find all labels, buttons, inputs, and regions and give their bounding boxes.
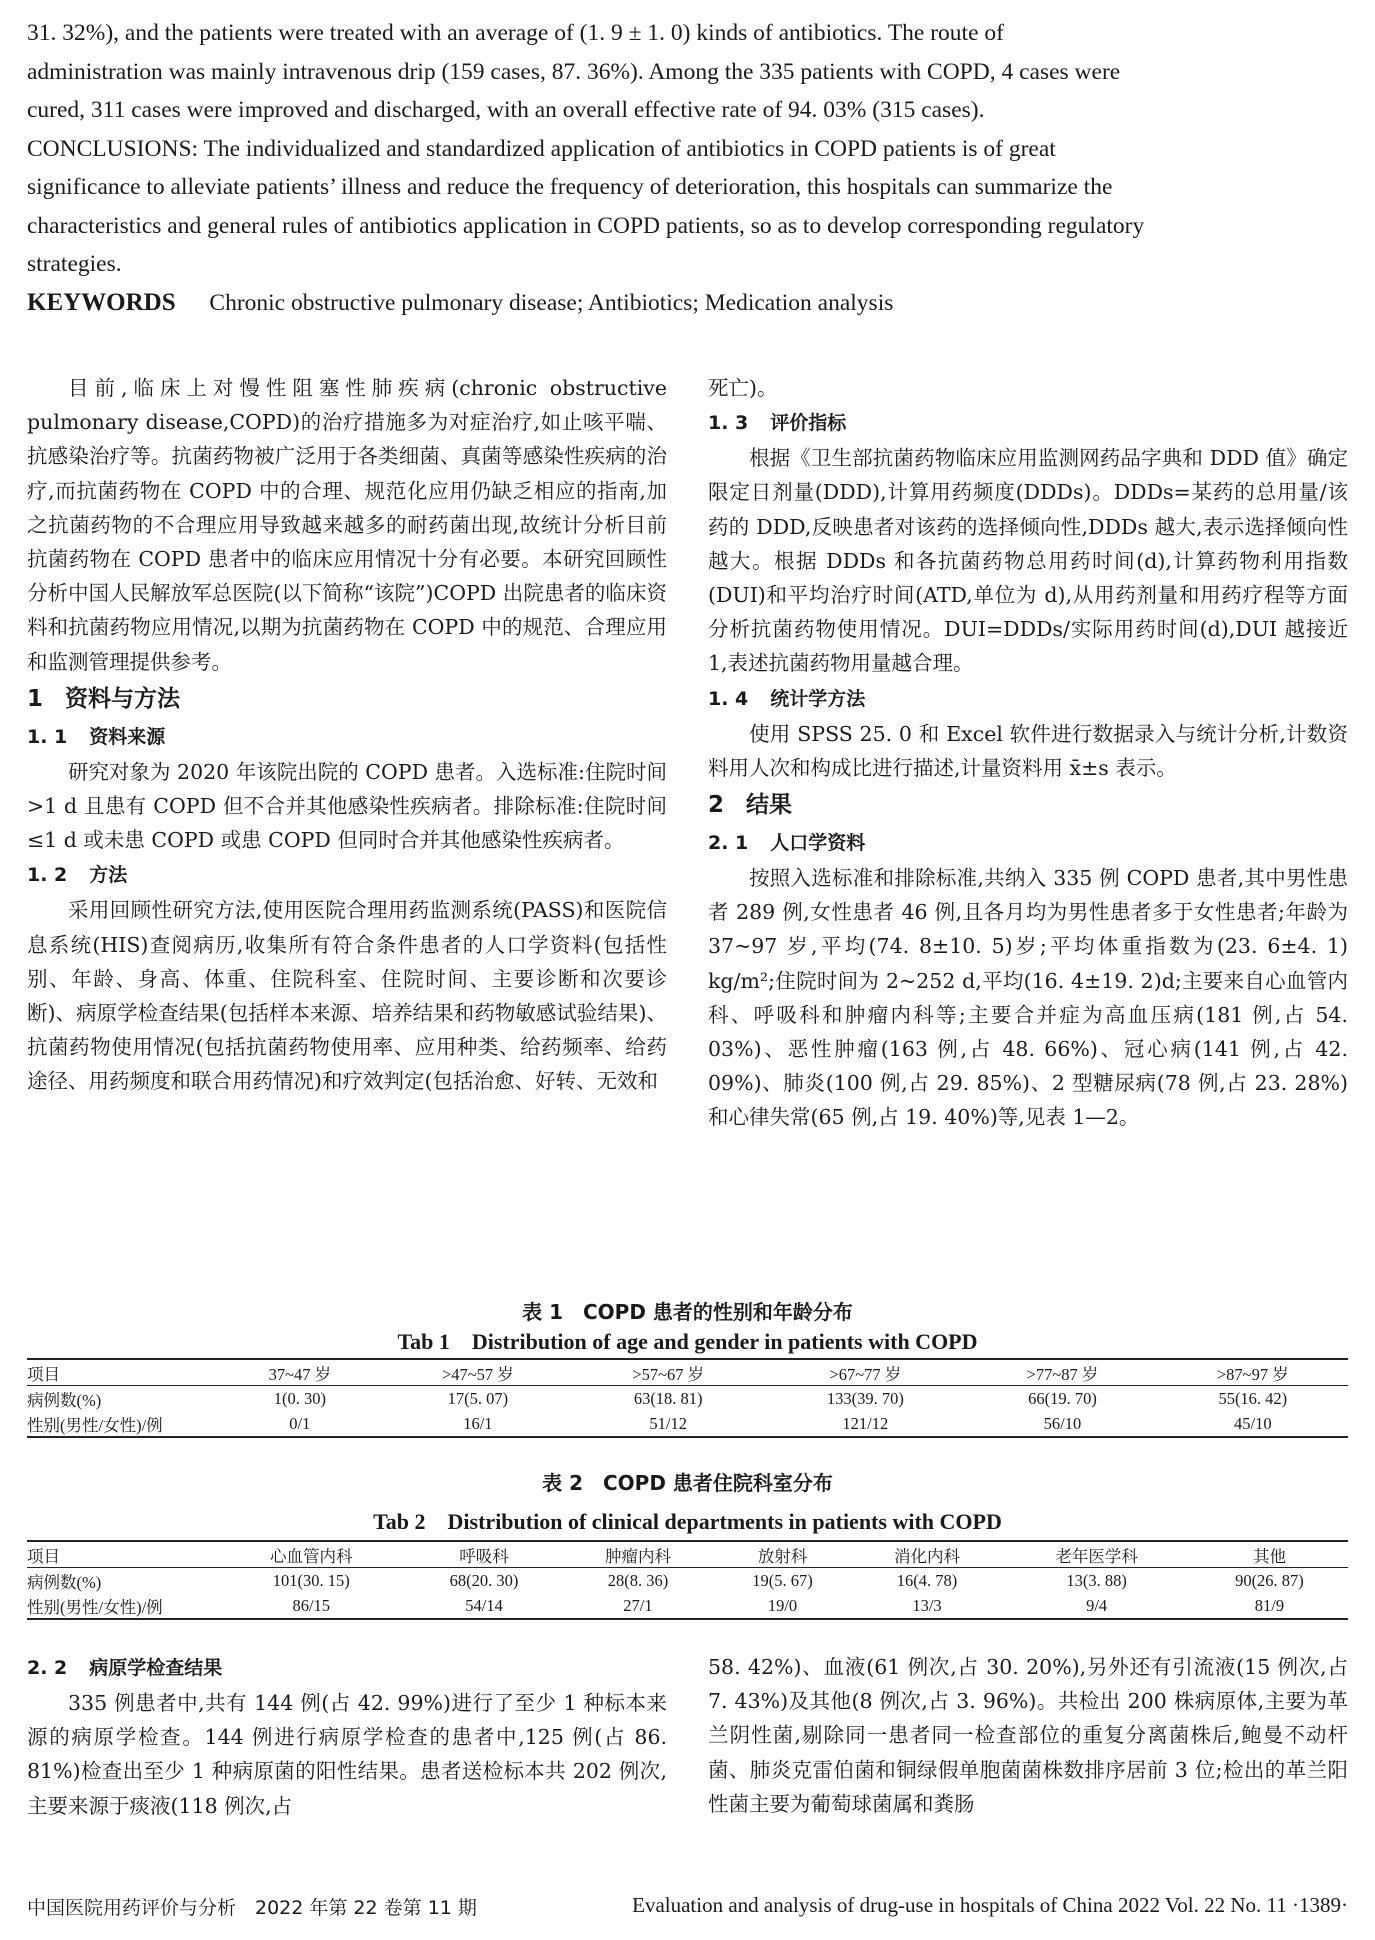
- table1-caption-en: Tab 1 Distribution of age and gender in patients with COPD: [397, 1329, 978, 1354]
- keywords-text: Chronic obstructive pulmonary disease; Antibiotics; Medication analysis: [209, 289, 894, 316]
- table-cell: 病例数(%): [27, 1390, 102, 1410]
- table-header-cell: 呼吸科: [406, 1541, 563, 1568]
- table-cell: 55(16. 42): [1218, 1388, 1288, 1408]
- table-row: [27, 1568, 1348, 1594]
- table-cell: 28(8. 36): [607, 1570, 669, 1590]
- table-cell: 45/10: [1158, 1411, 1348, 1437]
- table-header-cell: >47~57 岁: [383, 1359, 573, 1386]
- table-cell: 13/3: [852, 1593, 1003, 1619]
- table-departments: [27, 1540, 1348, 1620]
- table-header-cell: >77~87 岁: [967, 1359, 1157, 1386]
- table-cell: 性别(男性/女性)/例: [27, 1411, 217, 1437]
- table-header-cell: 消化内科: [852, 1541, 1003, 1568]
- abstract-line: CONCLUSIONS: The individualized and standardized application of antibiotics in COPD patients is of great: [27, 135, 1056, 162]
- table-cell: 1(0. 30): [273, 1388, 326, 1408]
- table-row: [27, 1593, 1348, 1619]
- paragraph-1-3: 根据《卫生部抗菌药物临床应用监测网药品字典和 DDD 值》确定限定日剂量(DDD),计算用药频度(DDDs)。DDDs=某药的总用量/该药的 DDD,反映患者对该药的选择倾向性,DDDs 越大,表示选择倾向性越大。根据 DDDs 和各抗菌药物总用药时间(d),计算药物利用指数(DUI)和平均治疗时间(ATD,单位为 d),从用药剂量和用药疗程等方面分析抗菌药物使用情况。DUI=DDDs/实际用药时间(d),DUI 越接近 1,表述抗菌药物用量越合理。: [708, 446, 1348, 676]
- section-heading-2-1: 2. 1 人口学资料: [708, 832, 866, 855]
- keywords-line: [27, 284, 1347, 323]
- table-cell: 66(19. 70): [1028, 1388, 1097, 1408]
- footer-journal-cn: 中国医院用药评价与分析 2022 年第 22 卷第 11 期: [27, 1897, 477, 1919]
- continued-text: 死亡)。: [708, 376, 778, 400]
- table-header-cell: 37~47 岁: [217, 1359, 383, 1386]
- intro-paragraph: 目前,临床上对慢性阻塞性肺疾病(chronic obstructive pulmonary disease,COPD)的治疗措施多为对症治疗,如止咳平喘、抗感染治疗等。抗菌药物被广泛用于各类细菌、真菌等感染性疾病的治疗,而抗菌药物在 COPD 中的合理、规范化应用仍缺乏相应的指南,加之抗菌药物的不合理应用导致越来越多的耐药菌出现,故统计分析目前抗菌药物在 COPD 患者中的临床应用情况十分有必要。本研究回顾性分析中国人民解放军总医院(以下简称“该院”)COPD 出院患者的临床资料和抗菌药物应用情况,以期为抗菌药物在 COPD 中的规范、合理应用和监测管理提供参考。: [27, 376, 667, 674]
- table-cell: 81/9: [1191, 1593, 1348, 1619]
- table-header-cell: 其他: [1191, 1541, 1348, 1568]
- table-row: [27, 1411, 1348, 1437]
- section-heading-1: 1 资料与方法: [27, 685, 181, 712]
- bottom-left-column: [27, 1650, 667, 1823]
- table-cell: 27/1: [563, 1593, 714, 1619]
- table-header-cell: >87~97 岁: [1158, 1359, 1348, 1386]
- table-cell: 17(5. 07): [447, 1388, 509, 1408]
- left-column: [27, 371, 667, 1099]
- table-header-row: [27, 1541, 1348, 1568]
- table-cell: 19(5. 67): [752, 1570, 813, 1590]
- section-heading-2: 2 结果: [708, 792, 793, 819]
- paragraph-1-1: 研究对象为 2020 年该院出院的 COPD 患者。入选标准:住院时间>1 d 且患有 COPD 但不合并其他感染性疾病者。排除标准:住院时间≤1 d 或未患 COPD 或患 COPD 但同时合并其他感染性疾病者。: [27, 759, 667, 853]
- table-age-gender: [27, 1358, 1348, 1438]
- table-cell: 121/12: [763, 1411, 967, 1437]
- abstract-line: 31. 32%), and the patients were treated with an average of (1. 9 ± 1. 0) kinds of antibiotics. The route of: [27, 20, 1004, 46]
- table-header-cell: 老年医学科: [1002, 1541, 1191, 1568]
- table-cell: 0/1: [217, 1411, 383, 1437]
- table2-caption-cn: 表 2 COPD 患者住院科室分布: [542, 1471, 833, 1495]
- table-cell: 101(30. 15): [272, 1570, 350, 1590]
- table-header-cell: 项目: [27, 1541, 217, 1568]
- table-cell: 9/4: [1002, 1593, 1191, 1619]
- table-header-cell: >57~67 岁: [573, 1359, 763, 1386]
- table2-caption-en: Tab 2 Distribution of clinical departments in patients with COPD: [373, 1509, 1002, 1534]
- section-heading-1-2: 1. 2 方法: [27, 864, 128, 887]
- abstract-line: characteristics and general rules of antibiotics application in COPD patients, so as to develop corresponding regulatory: [27, 212, 1145, 239]
- abstract-line: cured, 311 cases were improved and discharged, with an overall effective rate of 94. 03% (315 cases).: [27, 97, 985, 123]
- bottom-right-column: [708, 1650, 1348, 1821]
- table-header-cell: 肿瘤内科: [563, 1541, 714, 1568]
- table-cell: 16/1: [383, 1411, 573, 1437]
- table-row: [27, 1386, 1348, 1412]
- footer-journal-en: Evaluation and analysis of drug-use in hospitals of China 2022 Vol. 22 No. 11 ·1389·: [632, 1893, 1348, 1917]
- table-header-cell: 项目: [27, 1359, 217, 1386]
- table-cell: 133(39. 70): [826, 1388, 904, 1408]
- section-heading-2-2: 2. 2 病原学检查结果: [27, 1657, 223, 1679]
- table-header-cell: 心血管内科: [217, 1541, 406, 1568]
- table-cell: 16(4. 78): [896, 1570, 958, 1590]
- section-heading-1-4: 1. 4 统计学方法: [708, 687, 866, 710]
- right-column: [708, 371, 1348, 1135]
- abstract-english: [27, 14, 1347, 322]
- table1-caption-cn: 表 1 COPD 患者的性别和年龄分布: [522, 1300, 853, 1324]
- abstract-line: significance to alleviate patients’ illness and reduce the frequency of deterioration, this hospitals can summarize the: [27, 174, 1113, 200]
- table-cell: 56/10: [967, 1411, 1157, 1437]
- table-cell: 86/15: [217, 1593, 406, 1619]
- abstract-line: administration was mainly intravenous drip (159 cases, 87. 36%). Among the 335 patients with COPD, 4 cases were: [27, 58, 1121, 85]
- table-cell: 性别(男性/女性)/例: [27, 1593, 217, 1619]
- table-header-cell: >67~77 岁: [763, 1359, 967, 1386]
- table-cell: 19/0: [713, 1593, 851, 1619]
- paragraph-2-2-continued: 58. 42%)、血液(61 例次,占 30. 20%),另外还有引流液(15 例次,占 7. 43%)及其他(8 例次,占 3. 96%)。共检出 200 株病原体,主要为革兰阴性菌,剔除同一患者同一检查部位的重复分离菌株后,鲍曼不动杆菌、肺炎克雷伯菌和铜绿假单胞菌菌株数排序居前 3 位;检出的革兰阳性菌主要为葡萄球菌属和粪肠: [708, 1655, 1348, 1816]
- table-cell: 63(18. 81): [633, 1388, 703, 1408]
- table-header-row: [27, 1359, 1348, 1386]
- section-heading-1-3: 1. 3 评价指标: [708, 412, 847, 435]
- keywords-label: KEYWORDS: [27, 288, 176, 316]
- table-cell: 51/12: [573, 1411, 763, 1437]
- table-cell: 54/14: [406, 1593, 563, 1619]
- table-header-cell: 放射科: [713, 1541, 851, 1568]
- paragraph-2-2: 335 例患者中,共有 144 例(占 42. 99%)进行了至少 1 种标本来源的病原学检查。144 例进行病原学检查的患者中,125 例(占 86. 81%)检查出至少 1 种病原菌的阳性结果。患者送检标本共 202 例次,主要来源于痰液(118 例次,占: [27, 1691, 667, 1818]
- table-cell: 13(3. 88): [1066, 1570, 1127, 1590]
- paragraph-1-2: 采用回顾性研究方法,使用医院合理用药监测系统(PASS)和医院信息系统(HIS)查阅病历,收集所有符合条件患者的人口学资料(包括性别、年龄、身高、体重、住院科室、住院时间、主要诊断和次要诊断)、病原学检查结果(包括样本来源、培养结果和药物敏感试验结果)、抗菌药物使用情况(包括抗菌药物使用率、应用种类、给药频率、给药途径、用药频度和联合用药情况)和疗效判定(包括治愈、好转、无效和: [27, 898, 667, 1094]
- paragraph-2-1: 按照入选标准和排除标准,共纳入 335 例 COPD 患者,其中男性患者 289 例,女性患者 46 例,且各月均为男性患者多于女性患者;年龄为 37~97 岁,平均(74. 8±10. 5)岁;平均体重指数为(23. 6±4. 1) kg/m²;住院时间为 2~252 d,平均(16. 4±19. 2)d;主要来自心血管内科、呼吸科和肿瘤内科等;主要合并症为高血压病(181 例,占 54. 03%)、恶性肿瘤(163 例,占 48. 66%)、冠心病(141 例,占 42. 09%)、肺炎(100 例,占 29. 85%)、2 型糖尿病(78 例,占 23. 28%)和心律失常(65 例,占 19. 40%)等,见表 1—2。: [708, 866, 1348, 1130]
- paragraph-1-4: 使用 SPSS 25. 0 和 Excel 软件进行数据录入与统计分析,计数资料用人次和构成比进行描述,计量资料用 x̄±s 表示。: [708, 721, 1348, 780]
- table-cell: 68(20. 30): [449, 1570, 519, 1590]
- section-heading-1-1: 1. 1 资料来源: [27, 725, 166, 748]
- abstract-line: strategies.: [27, 251, 122, 277]
- table-cell: 90(26. 87): [1235, 1570, 1304, 1590]
- table-cell: 病例数(%): [27, 1572, 102, 1592]
